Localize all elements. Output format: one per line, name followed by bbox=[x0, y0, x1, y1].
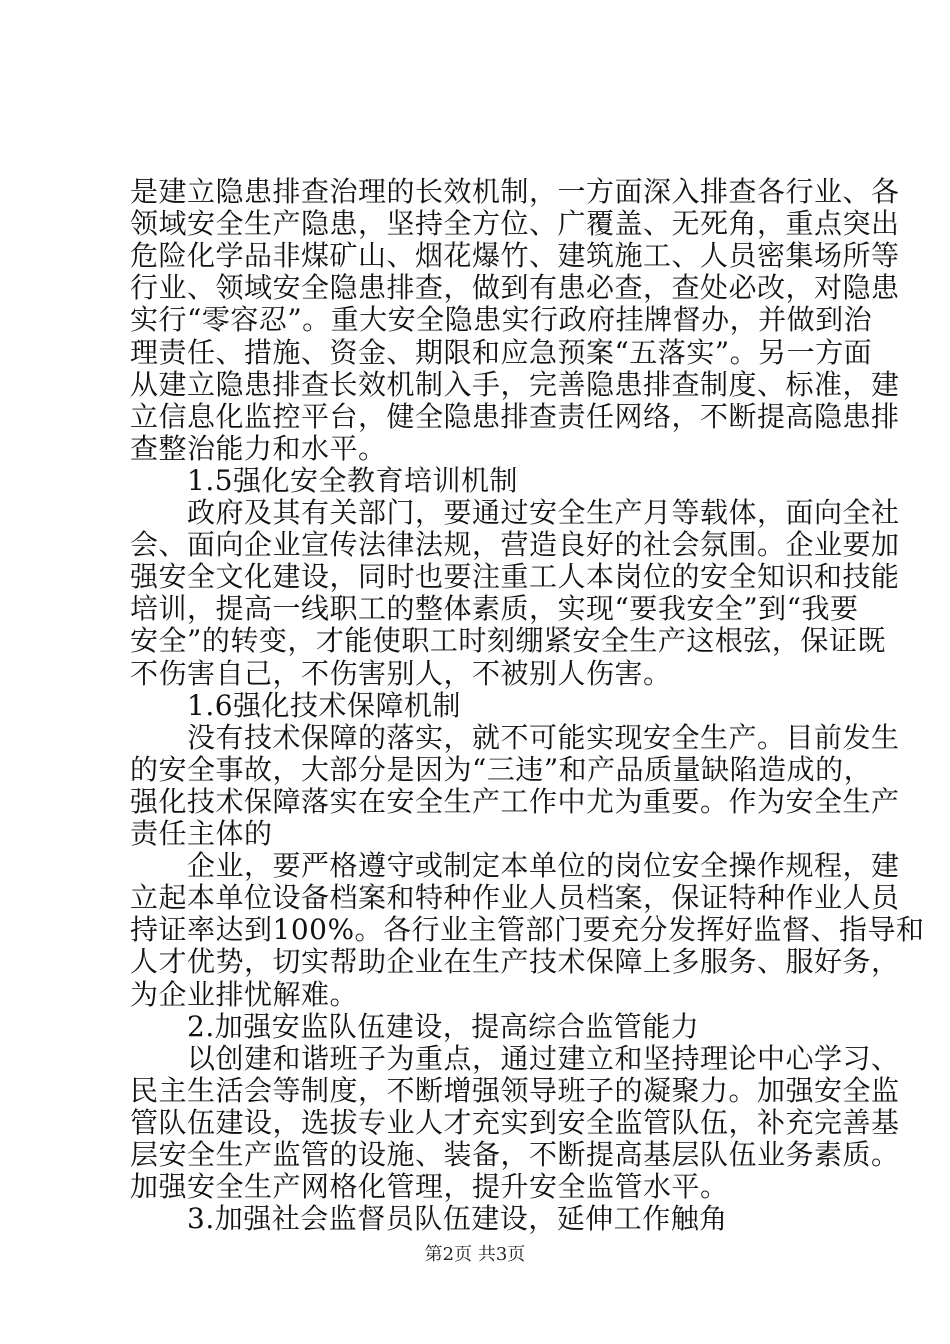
text-line: 持证率达到100%。各行业主管部门要充分发挥好监督、指导和 bbox=[130, 913, 925, 947]
text-line: 企业，要严格遵守或制定本单位的岗位安全操作规程，建 bbox=[130, 849, 900, 883]
text-line: 3.加强社会监督员队伍建设，延伸工作触角 bbox=[130, 1202, 728, 1236]
text-line: 立信息化监控平台，健全隐患排查责任网络，不断提高隐患排 bbox=[130, 399, 900, 433]
text-line: 1.6强化技术保障机制 bbox=[130, 688, 462, 722]
text-line: 不伤害自己，不伤害别人，不被别人伤害。 bbox=[130, 656, 672, 690]
text-line: 行业、领域安全隐患排查，做到有患必查，查处必改，对隐患 bbox=[130, 271, 900, 305]
text-line: 以创建和谐班子为重点，通过建立和坚持理论中心学习、 bbox=[130, 1041, 900, 1075]
text-line: 民主生活会等制度，不断增强领导班子的凝聚力。加强安全监 bbox=[130, 1073, 900, 1107]
text-line: 没有技术保障的落实，就不可能实现安全生产。目前发生 bbox=[130, 720, 900, 754]
text-line: 强安全文化建设，同时也要注重工人本岗位的安全知识和技能 bbox=[130, 560, 900, 594]
text-line: 立起本单位设备档案和特种作业人员档案，保证特种作业人员 bbox=[130, 881, 900, 915]
text-line: 培训，提高一线职工的整体素质，实现“要我安全”到“我要 bbox=[130, 592, 859, 626]
text-line: 2.加强安监队伍建设，提高综合监管能力 bbox=[130, 1009, 700, 1043]
text-line: 为企业排忧解难。 bbox=[130, 977, 359, 1011]
text-line: 人才优势，切实帮助企业在生产技术保障上多服务、服好务， bbox=[130, 945, 900, 979]
text-line: 加强安全生产网格化管理，提升安全监管水平。 bbox=[130, 1170, 729, 1204]
text-line: 安全”的转变，才能使职工时刻绷紧安全生产这根弦，保证既 bbox=[130, 624, 886, 658]
text-line: 危险化学品非煤矿山、烟花爆竹、建筑施工、人员密集场所等 bbox=[130, 239, 900, 273]
text-line: 层安全生产监管的设施、装备，不断提高基层队伍业务素质。 bbox=[130, 1138, 900, 1171]
text-line: 从建立隐患排查长效机制入手，完善隐患排查制度、标准，建 bbox=[130, 367, 900, 401]
text-line: 强化技术保障落实在安全生产工作中尤为重要。作为安全生产 bbox=[130, 784, 900, 818]
text-line: 理责任、措施、资金、期限和应急预案“五落实”。另一方面 bbox=[130, 335, 873, 369]
text-line: 政府及其有关部门，要通过安全生产月等载体，面向全社 bbox=[130, 496, 900, 529]
text-line: 责任主体的 bbox=[130, 817, 273, 850]
text-line: 会、面向企业宣传法律法规，营造良好的社会氛围。企业要加 bbox=[130, 528, 900, 562]
page-footer: 第2页 共3页 bbox=[424, 1244, 526, 1265]
text-line: 管队伍建设，选拔专业人才充实到安全监管队伍，补充完善基 bbox=[130, 1105, 900, 1139]
text-line: 的安全事故，大部分是因为“三违”和产品质量缺陷造成的， bbox=[130, 752, 873, 786]
text-line: 领域安全生产隐患，坚持全方位、广覆盖、无死角，重点突出 bbox=[130, 207, 900, 241]
text-line: 是建立隐患排查治理的长效机制，一方面深入排查各行业、各 bbox=[130, 175, 900, 208]
text-line: 查整治能力和水平。 bbox=[130, 431, 387, 465]
text-line: 1.5强化安全教育培训机制 bbox=[130, 463, 519, 497]
text-line: 实行“零容忍”。重大安全隐患实行政府挂牌督办，并做到治 bbox=[130, 303, 873, 337]
